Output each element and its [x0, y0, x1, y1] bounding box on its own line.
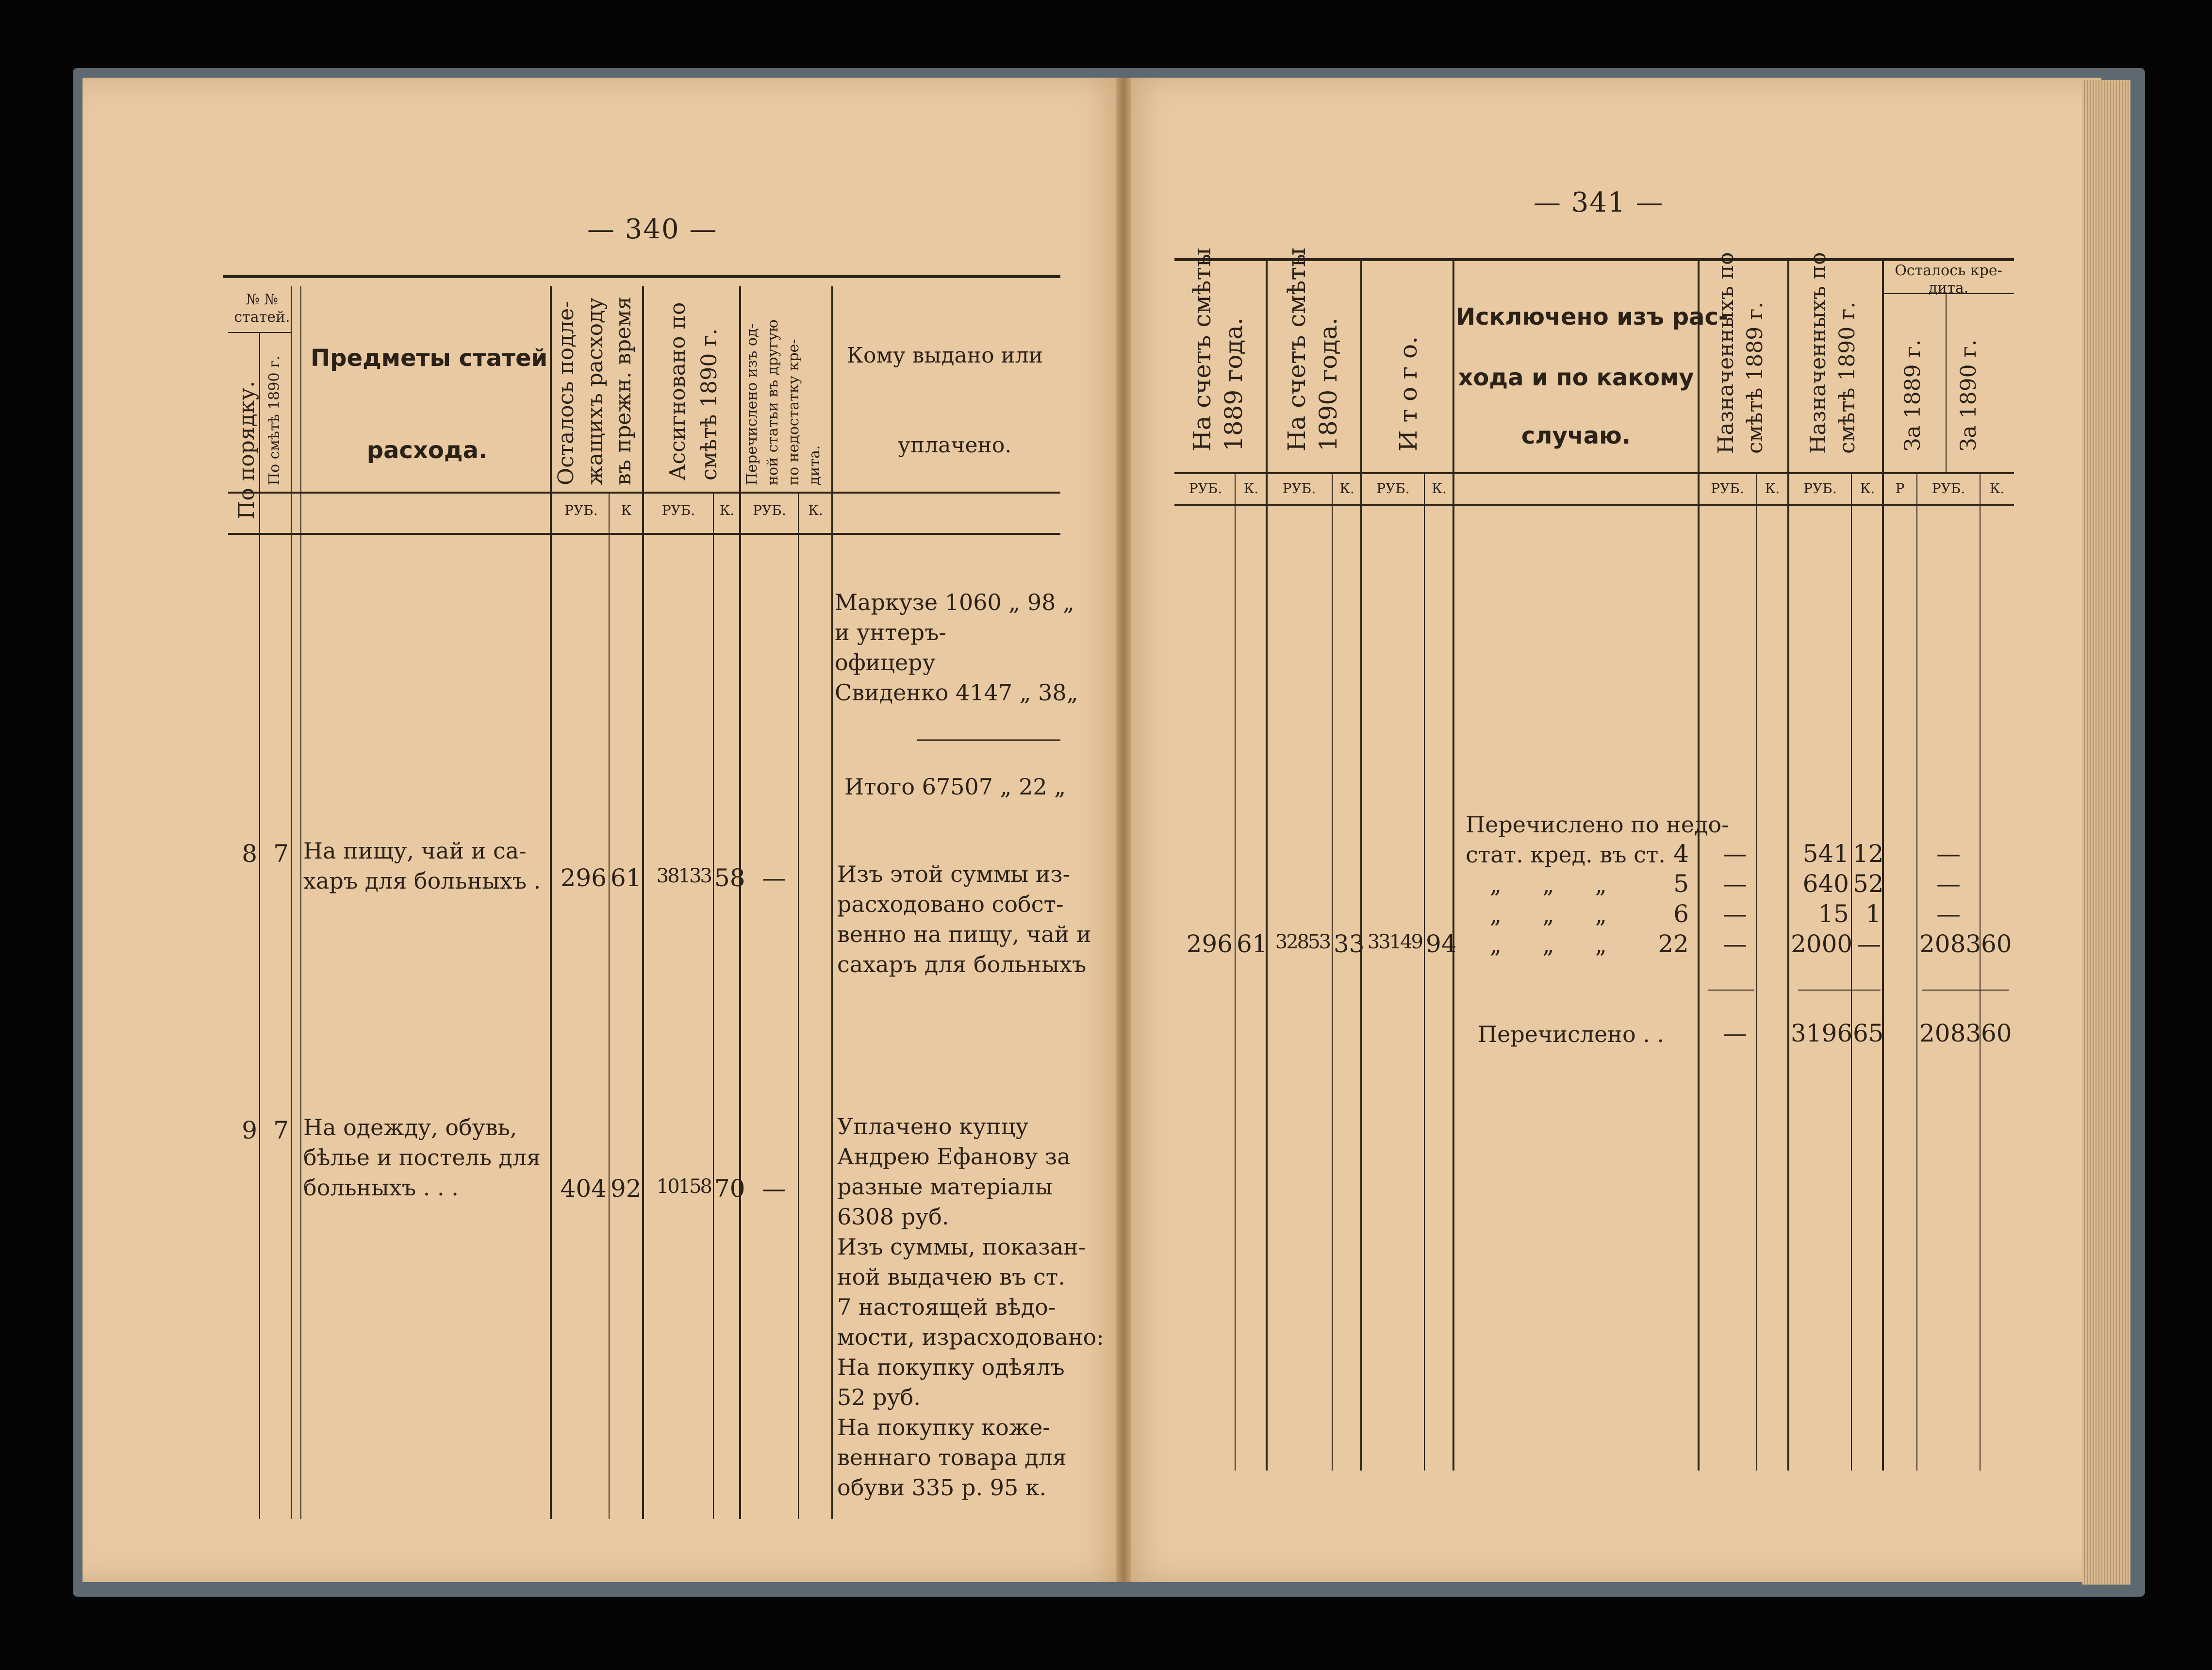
- total-1890-kop: 33: [1334, 930, 1365, 958]
- row-ostalos-rub: 296: [560, 864, 607, 892]
- row-ostalos-kop: 92: [611, 1174, 642, 1203]
- row-komu-line: ной выдачею въ ст.: [837, 1264, 1065, 1290]
- row-perech: —: [762, 1174, 786, 1203]
- unit-rub: РУБ.: [1189, 480, 1222, 496]
- row-komu-line: Изъ суммы, показан-: [837, 1234, 1086, 1260]
- row-komu-line: Уплачено купцу: [837, 1113, 1029, 1140]
- komu-top-line: и унтеръ-: [835, 619, 946, 645]
- header-na-schet-1889-1: На счетъ смѣты: [1188, 248, 1216, 451]
- perechisleno-total-o1890-kop: 60: [1981, 1019, 2012, 1047]
- total-1889-kop: 61: [1237, 930, 1268, 958]
- header-na-schet-1889-2: 1889 года.: [1220, 317, 1248, 451]
- perech-line-n1889: —: [1723, 870, 1747, 898]
- row-komu-line: веннаго товара для: [837, 1444, 1067, 1471]
- perech-line-k1890: 12: [1853, 840, 1884, 868]
- header-predmety: Предметы статей: [311, 345, 548, 372]
- header-perech-4: дита.: [806, 445, 823, 485]
- row-komu-line: 7 настоящей вѣдо-: [837, 1294, 1056, 1320]
- unit-rub: РУБ.: [1282, 480, 1316, 496]
- row-item-line: бѣлье и постель для: [303, 1144, 541, 1171]
- unit-kop: К.: [1339, 480, 1354, 496]
- unit-kop: К.: [1432, 480, 1447, 496]
- unit-rub: РУБ.: [661, 502, 695, 518]
- page-number-left: — 340 —: [587, 214, 718, 245]
- header-isklyucheno-3: случаю.: [1521, 422, 1631, 449]
- komu-top-line: Маркузе 1060 „ 98 „: [835, 589, 1074, 615]
- header-perech-3: по недостатку кре-: [785, 339, 802, 485]
- perech-line-text: „ „ „: [1490, 902, 1607, 928]
- header-za-1889: За 1889 г.: [1900, 339, 1925, 451]
- unit-kop: К.: [808, 502, 823, 518]
- perech-line-st: 6: [1673, 900, 1689, 928]
- header-ostalos-1: Осталось подле-: [554, 300, 578, 485]
- row-komu-line: венно на пищу, чай и: [837, 921, 1091, 947]
- header-perech-2: ной статьи въ другую: [764, 319, 781, 485]
- total-1889-rub: 296: [1186, 930, 1233, 958]
- perech-line-o1890-kop: 60: [1981, 930, 2012, 958]
- header-isklyucheno-2: хода и по какому: [1458, 364, 1694, 391]
- unit-kop: К.: [719, 502, 735, 518]
- perech-line-k1890: —: [1857, 930, 1881, 958]
- unit-rub: РУБ.: [564, 502, 598, 518]
- row-komu-line: сахаръ для больныхъ: [837, 951, 1087, 977]
- perech-line-st: 4: [1673, 840, 1689, 868]
- perech-line-text: Перечислено по недо-: [1466, 811, 1729, 838]
- perech-line-o1889: —: [1936, 900, 1961, 928]
- perechisleno-total-text: Перечислено . .: [1478, 1021, 1665, 1047]
- row-komu-line: На покупку одѣялъ: [837, 1354, 1065, 1380]
- header-na-schet-1890-2: 1890 года.: [1314, 317, 1342, 451]
- row-komu-line: мости, израсходовано:: [837, 1324, 1104, 1350]
- perech-line-k1890: 1: [1865, 900, 1881, 928]
- unit-rub: РУБ.: [753, 502, 786, 518]
- row-number: 9: [242, 1116, 257, 1144]
- row-assign-rub: 10158: [656, 1175, 711, 1198]
- perech-line-text: стат. кред. въ ст.: [1466, 842, 1666, 868]
- unit-kop: К.: [1989, 480, 2005, 496]
- unit-kop: К.: [1243, 480, 1259, 496]
- row-komu-line: Андрею Ефанову за: [837, 1143, 1071, 1170]
- row-komu-line: расходовано собст-: [837, 891, 1064, 917]
- perech-line-o1889: —: [1936, 840, 1961, 868]
- header-na-schet-1890-1: На счетъ смѣты: [1283, 248, 1311, 451]
- header-nn-statey: № № статей.: [234, 291, 290, 326]
- perech-line-r1890: 15: [1818, 900, 1849, 928]
- perech-line-r1890: 2000: [1791, 930, 1853, 958]
- total-itogo-kop: 94: [1426, 930, 1457, 958]
- header-po-poryadku: По порядку.: [234, 380, 259, 519]
- row-komu-line: 6308 руб.: [837, 1204, 949, 1230]
- row-number: 8: [242, 840, 257, 868]
- row-komu-line: обуви 335 р. 95 к.: [837, 1474, 1047, 1501]
- unit-kop: К.: [1860, 480, 1875, 496]
- perechisleno-total-k1890: 65: [1853, 1019, 1884, 1047]
- page-number-right: — 341 —: [1534, 187, 1664, 218]
- perech-line-n1889: —: [1723, 900, 1747, 928]
- row-komu-line: Изъ этой суммы из-: [837, 861, 1071, 887]
- row-komu-line: На покупку коже-: [837, 1414, 1050, 1440]
- header-naznach-1890-2: смѣтѣ 1890 г.: [1835, 301, 1860, 454]
- perech-line-o1890-rub: 2083: [1919, 930, 1981, 958]
- row-ostalos-rub: 404: [560, 1174, 607, 1203]
- header-naznach-1889-1: Назначенныхъ по: [1714, 252, 1738, 454]
- header-naznach-1890-1: Назначенныхъ по: [1806, 252, 1831, 454]
- header-itogo: И т о г о.: [1394, 336, 1422, 451]
- perech-line-text: „ „ „: [1490, 872, 1607, 898]
- unit-rub: РУБ.: [1376, 480, 1410, 496]
- unit-kop: К: [621, 502, 632, 518]
- row-item-line: больныхъ . . .: [303, 1174, 459, 1201]
- perech-line-n1889: —: [1723, 840, 1747, 868]
- unit-rub: РУБ.: [1711, 480, 1744, 496]
- row-smeta-number: 7: [273, 1116, 289, 1144]
- header-po-smete: По смѣтѣ 1890 г.: [266, 355, 283, 485]
- perech-line-k1890: 52: [1853, 870, 1884, 898]
- perech-line-o1889: —: [1936, 870, 1961, 898]
- perechisleno-total-n1889: —: [1723, 1019, 1747, 1047]
- header-ostalos-2: жащихъ расходу: [583, 297, 608, 485]
- header-komu-1: Кому выдано или: [847, 343, 1043, 368]
- header-komu-2: уплачено.: [898, 433, 1012, 458]
- perech-line-text: „ „ „: [1490, 932, 1607, 958]
- row-perech: —: [762, 864, 786, 892]
- unit-rub: РУБ.: [1931, 480, 1965, 496]
- komu-top-line: офицеру: [835, 649, 936, 676]
- perech-line-r1890: 640: [1802, 870, 1849, 898]
- komu-top-line: Свиденко 4147 „ 38„: [835, 679, 1078, 706]
- perechisleno-total-o1890-rub: 2083: [1919, 1019, 1981, 1047]
- row-item-line: На одежду, обувь,: [303, 1114, 517, 1141]
- header-naznach-1889-2: смѣтѣ 1889 г.: [1743, 301, 1767, 454]
- row-item-line: харъ для больныхъ .: [303, 868, 541, 894]
- header-assign-2: смѣтѣ 1890 г.: [697, 328, 722, 480]
- unit-kop: К.: [1765, 480, 1780, 496]
- header-ostalos-kredita: Осталось кре- дита.: [1895, 262, 2002, 297]
- unit-r: Р: [1895, 480, 1905, 496]
- header-rashoda: расхода.: [366, 437, 488, 464]
- perech-line-r1890: 541: [1802, 840, 1849, 868]
- perechisleno-total-r1890: 3196: [1791, 1019, 1853, 1047]
- row-komu-line: разные матеріалы: [837, 1174, 1053, 1200]
- row-ostalos-kop: 61: [611, 864, 642, 892]
- row-item-line: На пищу, чай и са-: [303, 838, 527, 864]
- row-assign-kop: 58: [714, 864, 745, 892]
- row-assign-rub: 38133: [656, 865, 711, 887]
- total-1890-rub: 32853: [1275, 931, 1330, 953]
- perech-line-st: 22: [1658, 930, 1689, 958]
- header-assign-1: Ассигновано по: [665, 302, 690, 480]
- unit-rub: РУБ.: [1803, 480, 1837, 496]
- header-ostalos-3: въ прежн. время: [611, 296, 636, 485]
- total-itogo-rub: 33149: [1367, 931, 1422, 953]
- header-isklyucheno-1: Исключено изъ рас-: [1456, 303, 1728, 331]
- perech-line-n1889: —: [1723, 930, 1747, 958]
- header-perech-1: Перечислено изъ од-: [743, 323, 760, 485]
- row-smeta-number: 7: [273, 840, 289, 868]
- row-komu-line: 52 руб.: [837, 1384, 921, 1410]
- row-assign-kop: 70: [714, 1174, 745, 1203]
- perech-line-st: 5: [1673, 870, 1689, 898]
- itogo-line: Итого 67507 „ 22 „: [844, 774, 1066, 800]
- header-za-1890: За 1890 г.: [1956, 339, 1981, 451]
